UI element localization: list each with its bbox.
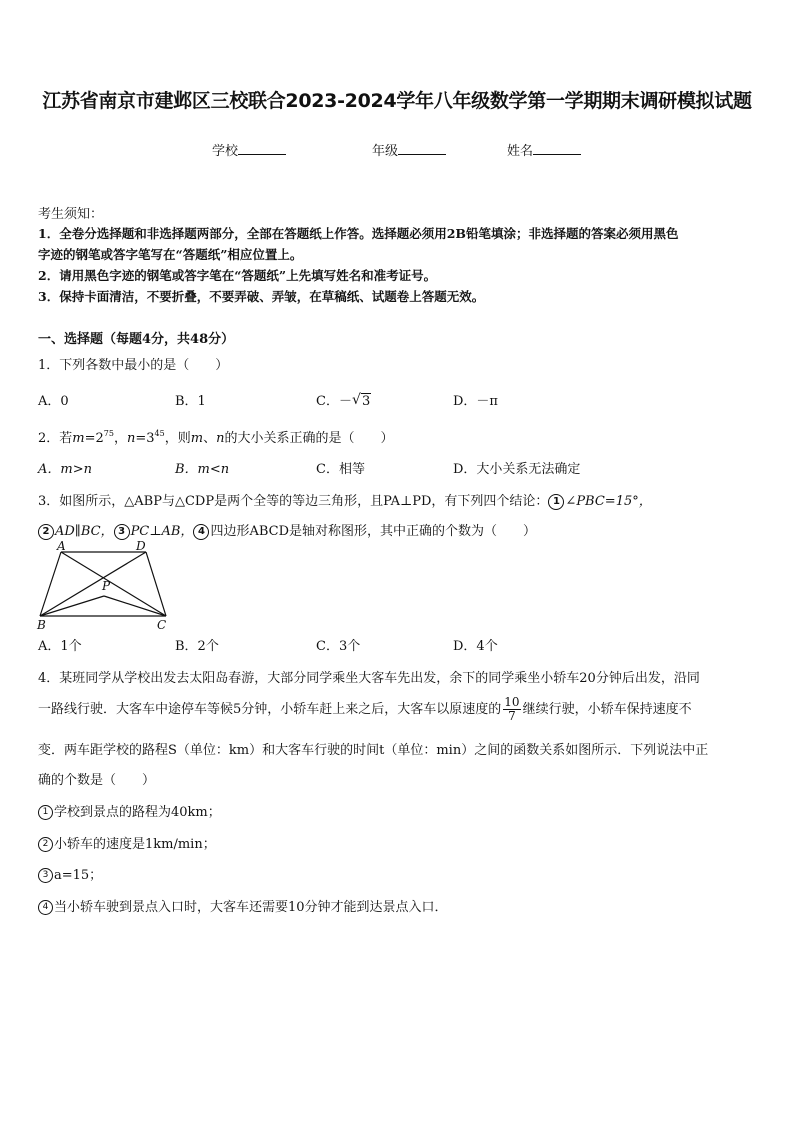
q3-option-b: B．2个 (175, 639, 219, 654)
q2-option-c: C．相等 (316, 462, 365, 477)
name-blank (533, 142, 581, 155)
q2-option-b: B．m<n (175, 462, 230, 477)
q3-option-c: C．3个 (316, 639, 361, 654)
circle-number-4: 4 (38, 900, 53, 915)
q2-stem: 2．若$m=2^{75}$，$n=3^{45}$，则m、n的大小关系正确的是（ ） (38, 429, 394, 446)
sqrt-symbol: √ 3 (352, 394, 371, 409)
notice-item-2: 2．请用黑色字迹的钢笔或答字笔在“答题纸”上先填写姓名和准考证号。 (38, 268, 437, 283)
q4-statement-3: 3 a=15； (38, 864, 102, 883)
q4-line3: 变．两车距学校的路程S（单位：km）和大客车行驶的时间t（单位：min）之间的函数关系如图所示．下列说法中正 (38, 743, 709, 758)
fraction-ten-sevenths: $\frac{10}{7}$ (504, 695, 520, 723)
q3-option-d: D．4个 (453, 639, 498, 654)
school-field: 学校 (212, 140, 286, 159)
circle-number-2: 2 (38, 837, 53, 852)
school-blank (238, 142, 286, 155)
q4-statement-1: 1 学校到景点的路程为40km； (38, 801, 221, 820)
q1-option-a: A．0 (38, 394, 69, 409)
q2-option-d: D．大小关系无法确定 (453, 462, 581, 477)
circle-number-1: 1 (38, 805, 53, 820)
q1-option-d: D．－π (453, 394, 498, 409)
segment-dc (146, 552, 166, 616)
circle-number-4: 4 (193, 524, 209, 540)
segment-ab (40, 552, 61, 616)
grade-field: 年级 (372, 140, 446, 159)
circle-number-3: 3 (114, 524, 130, 540)
label-d: D (136, 540, 146, 553)
section-heading: 一、选择题（每题4分，共48分） (38, 332, 235, 347)
q3-stem-line1: 3．如图所示，△ABP与△CDP是两个全等的等边三角形，且PA⊥PD，有下列四个结论： 1 ∠PBC=15°， (38, 494, 652, 509)
label-p: P (102, 579, 111, 593)
q3-stem-line2: 2 AD∥BC， 3 PC⊥AB， 4 四边形ABCD是轴对称图形，其中正确的个数为（ ） (38, 520, 536, 540)
notice-item-3: 3．保持卡面清洁，不要折叠，不要弄破、弄皱，在草稿纸、试题卷上答题无效。 (38, 289, 485, 304)
q1-option-c: C．－√ 3 (316, 390, 371, 409)
exam-title: 江苏省南京市建邺区三校联合2023-2024学年八年级数学第一学期期末调研模拟试题 (42, 90, 752, 112)
label-a: A (57, 540, 66, 553)
name-field: 姓名 (507, 140, 581, 159)
segment-bp (40, 596, 104, 616)
q4-statement-4: 4 当小轿车驶到景点入口时，大客车还需要10分钟才能到达景点入口． (38, 896, 448, 915)
notice-heading: 考生须知： (38, 207, 104, 222)
q4-statement-2: 2 小轿车的速度是1km/min； (38, 833, 216, 852)
segment-cp (104, 596, 166, 616)
q4-line2: 一路线行驶．大客车中途停车等候5分钟，小轿车赶上来之后，大客车以原速度的 $\frac{10}{7}$ 继续行驶，小轿车保持速度不 (38, 695, 692, 723)
notice-item-1-cont: 字迹的钢笔或答字笔写在“答题纸”相应位置上。 (38, 247, 303, 262)
q3-figure (34, 540, 174, 632)
notice-item-1: 1．全卷分选择题和非选择题两部分，全部在答题纸上作答。选择题必须用2B铅笔填涂；非选择题的答案必须用黑色 (38, 226, 679, 241)
q1-stem: 1．下列各数中最小的是（ ） (38, 358, 229, 373)
segment-ac (61, 552, 166, 616)
circle-number-2: 2 (38, 524, 54, 540)
q3-option-a: A．1个 (38, 639, 82, 654)
grade-blank (398, 142, 446, 155)
circle-number-3: 3 (38, 868, 53, 883)
q1-option-b: B．1 (175, 394, 206, 409)
segment-db (40, 552, 146, 616)
q4-line1: 4．某班同学从学校出发去太阳岛春游，大部分同学乘坐大客车先出发，余下的同学乘坐小轿车20分钟后出发，沿同 (38, 671, 700, 686)
q4-line4: 确的个数是（ ） (38, 773, 156, 788)
label-b: B (37, 618, 46, 632)
q2-option-a: A．m>n (38, 462, 92, 477)
label-c: C (157, 618, 167, 632)
circle-number-1: 1 (548, 494, 564, 510)
